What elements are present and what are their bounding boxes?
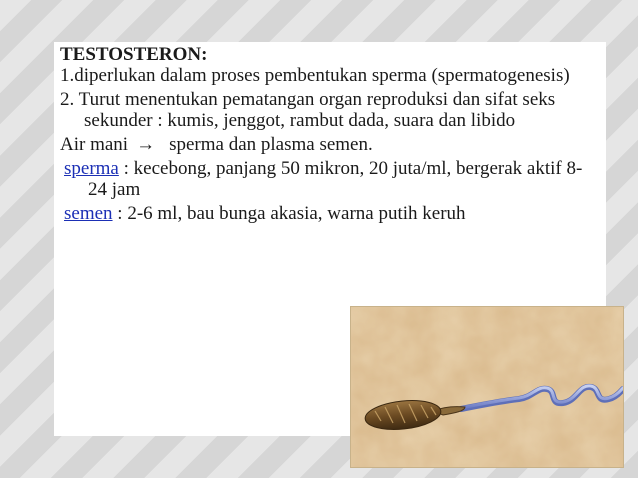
sperma-line — [64, 158, 596, 200]
air-mani-label: Air mani — [60, 134, 129, 155]
air-mani-line — [60, 134, 596, 155]
sperm-illustration — [350, 306, 624, 468]
right-arrow-icon: → — [136, 134, 156, 155]
semen-description: : 2-6 ml, bau bunga akasia, warna putih keruh — [112, 203, 466, 224]
slide-text — [60, 44, 596, 224]
air-mani-text: sperma dan plasma semen. — [169, 134, 373, 155]
sperma-term: sperma — [64, 158, 119, 179]
slide-title: TESTOSTERON: — [60, 44, 208, 65]
semen-line — [64, 203, 596, 224]
point-2: 2. Turut menentukan pematangan organ reproduksi dan sifat seks sekunder : kumis, jenggot, rambut dada, suara dan libido — [60, 89, 556, 131]
semen-term: semen — [64, 203, 113, 224]
sperma-description: : kecebong, panjang 50 mikron, 20 juta/ml, bergerak aktif 8-24 jam — [88, 158, 583, 200]
point-1: 1.diperlukan dalam proses pembentukan sperma (spermatogenesis) — [60, 65, 570, 86]
